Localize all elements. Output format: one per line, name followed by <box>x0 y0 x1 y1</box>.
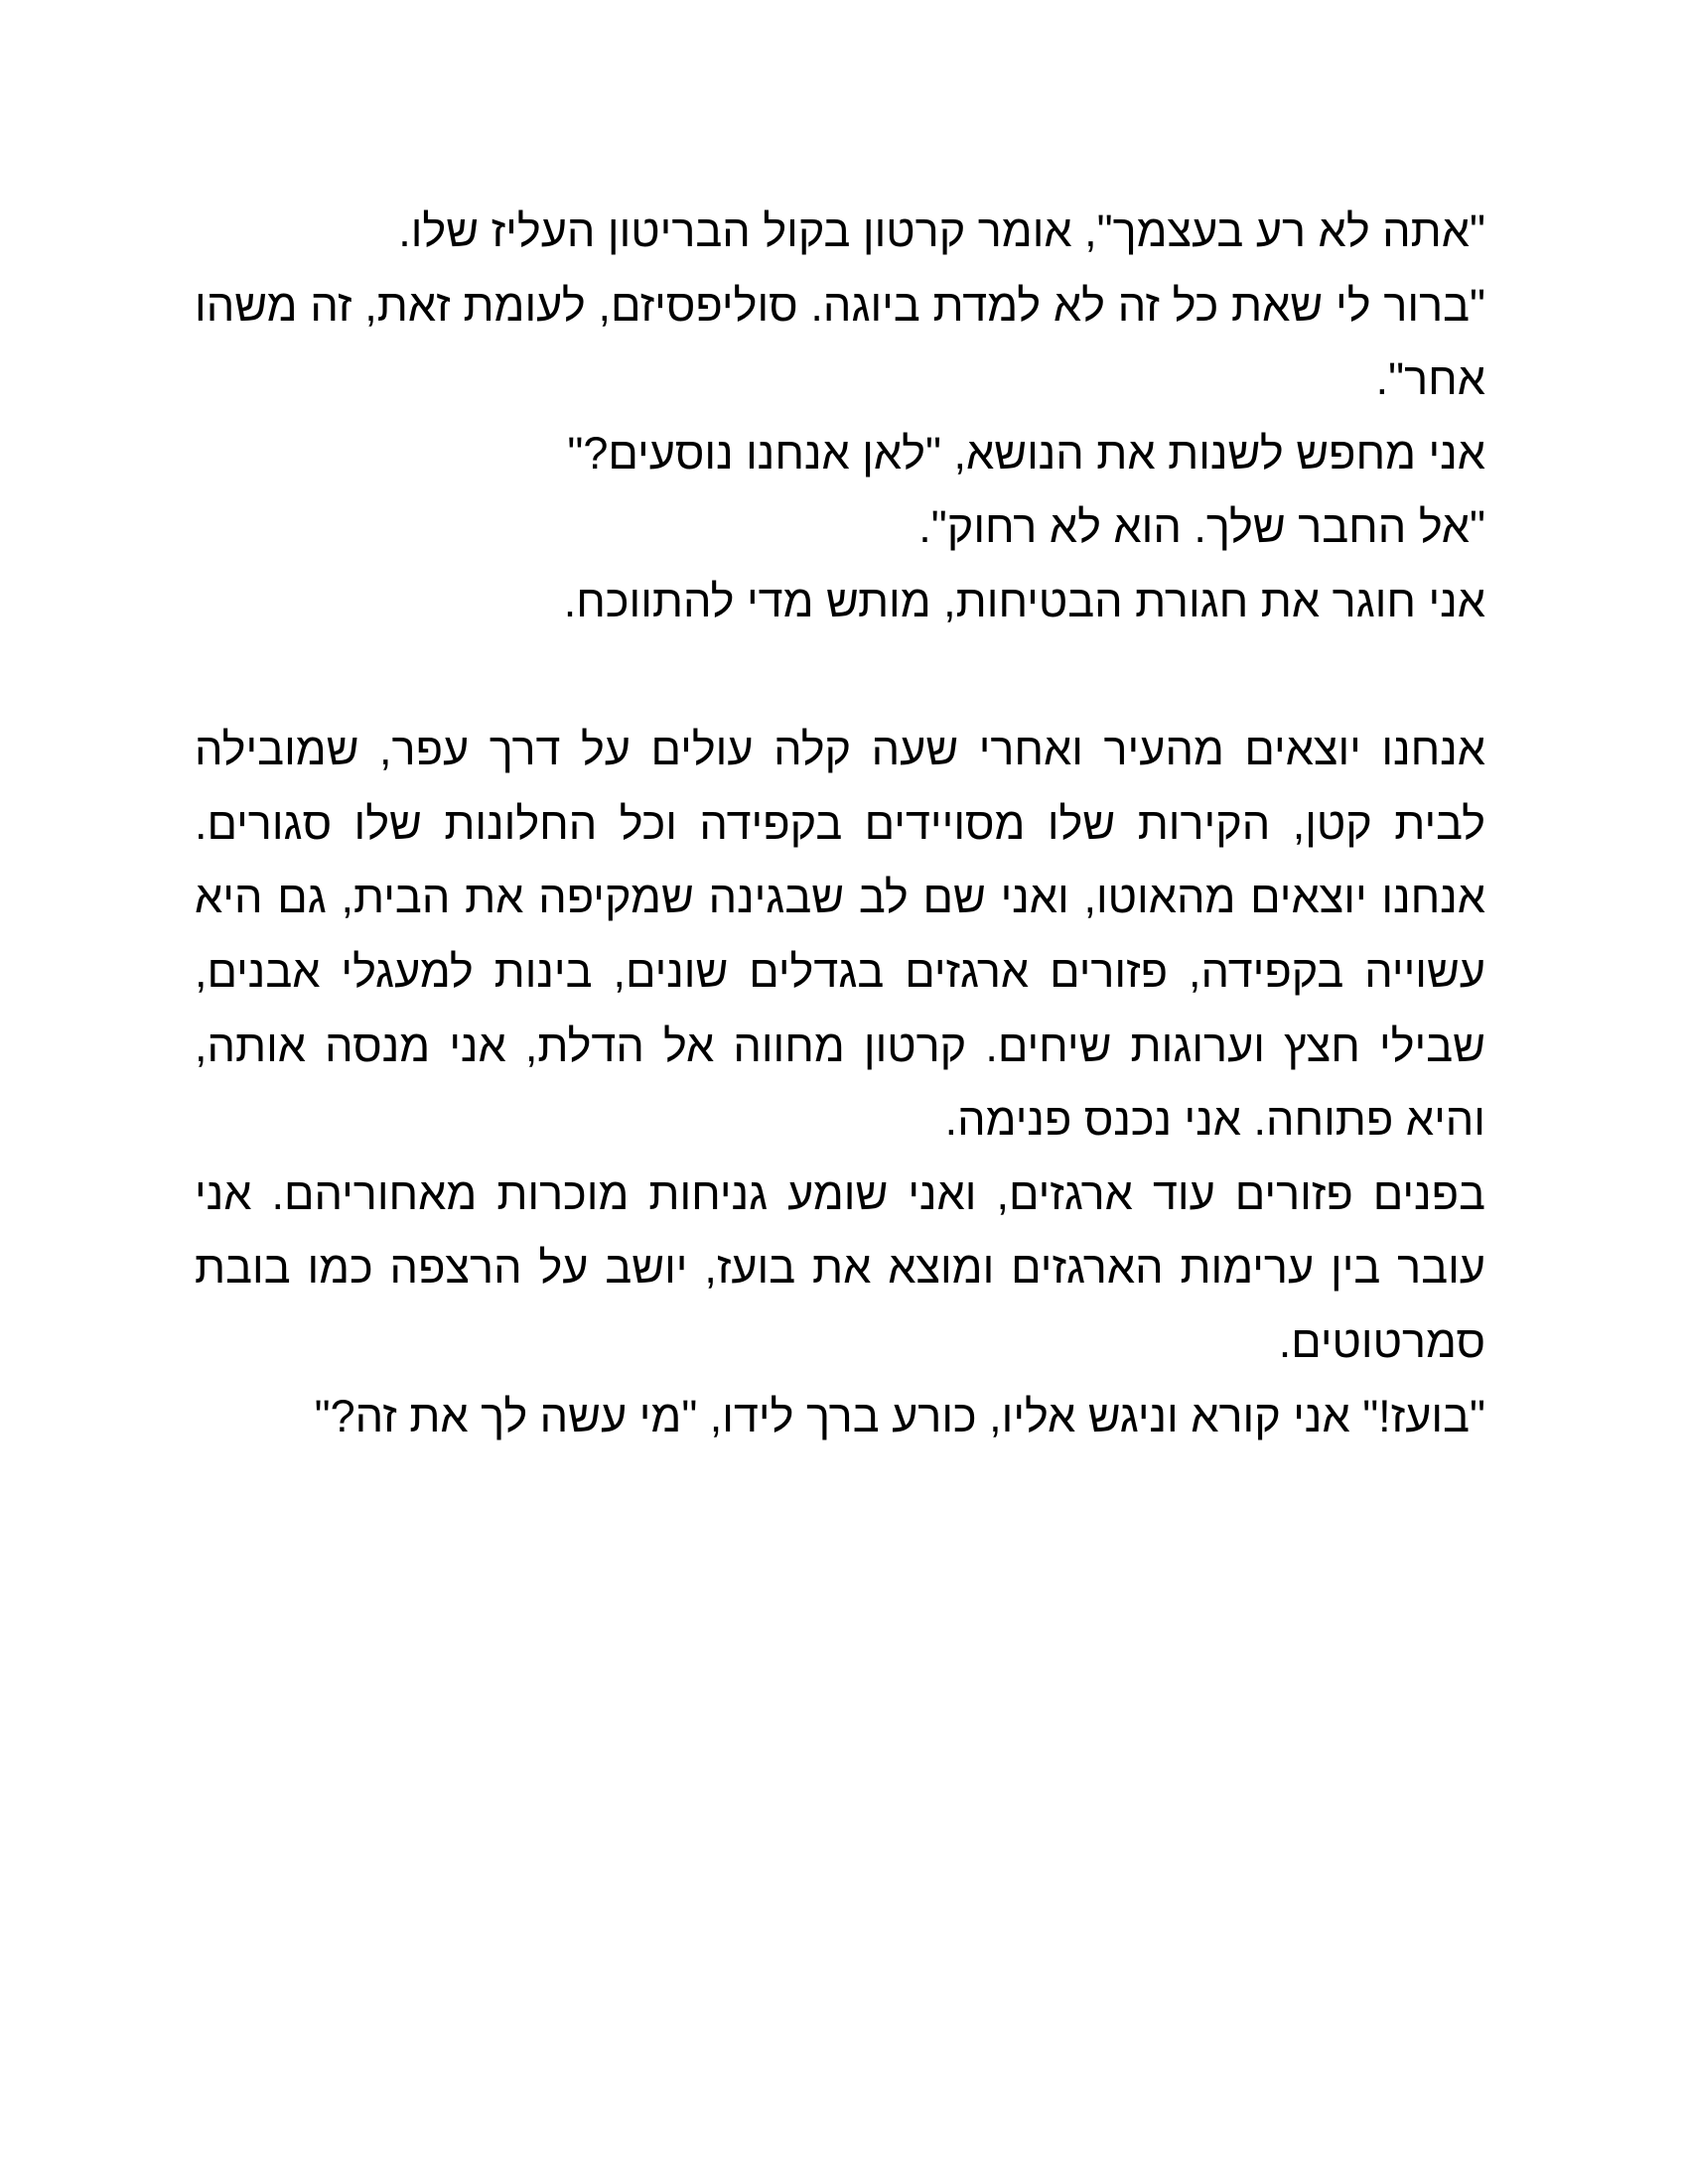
paragraph-8: "בועז!" אני קורא וניגש אליו, כורע ברך לידו, "מי עשה לך את זה?" <box>314 1390 1485 1441</box>
paragraph-5: אני חוגר את חגורת הבטיחות, מותש מדי להתווכח. <box>563 575 1485 626</box>
paragraph-2: "ברור לי שאת כל זה לא למדת ביוגה. סוליפסיזם, לעומת זאת, זה משהו אחר". <box>195 279 1485 405</box>
paragraph-7: בפנים פזורים עוד ארגזים, ואני שומע גניחות מוכרות מאחוריהם. אני עובר בין ערימות הארגזים ומוצא את בועז, יושב על הרצפה כמו בובת סמרטוטים. <box>195 1167 1485 1367</box>
section-break <box>195 639 1485 714</box>
paragraph-6: אנחנו יוצאים מהעיר ואחרי שעה קלה עולים על דרך עפר, שמובילה לבית קטן, הקירות שלו מסויידים בקפידה וכל החלונות שלו סגורים. אנחנו יוצאים מהאוטו, ואני שם לב שבגינה שמקיפה את הבית, גם היא עשוייה בקפידה, פזורים ארגזים בגדלים שונים, בינות למעגלי אבנים, שבילי חצץ וערוגות שיחים. קרטון מחווה אל הדלת, אני מנסה אותה, והיא פתוחה. אני נכנס פנימה. <box>195 724 1485 1146</box>
paragraph-4: "אל החבר שלך. הוא לא רחוק". <box>918 501 1485 553</box>
paragraph-3: אני מחפש לשנות את הנושא, "לאן אנחנו נוסעים?" <box>567 427 1485 478</box>
document-page <box>195 195 1485 1453</box>
paragraph-1: "אתה לא רע בעצמך", אומר קרטון בקול הבריטון העליז שלו. <box>398 205 1485 256</box>
